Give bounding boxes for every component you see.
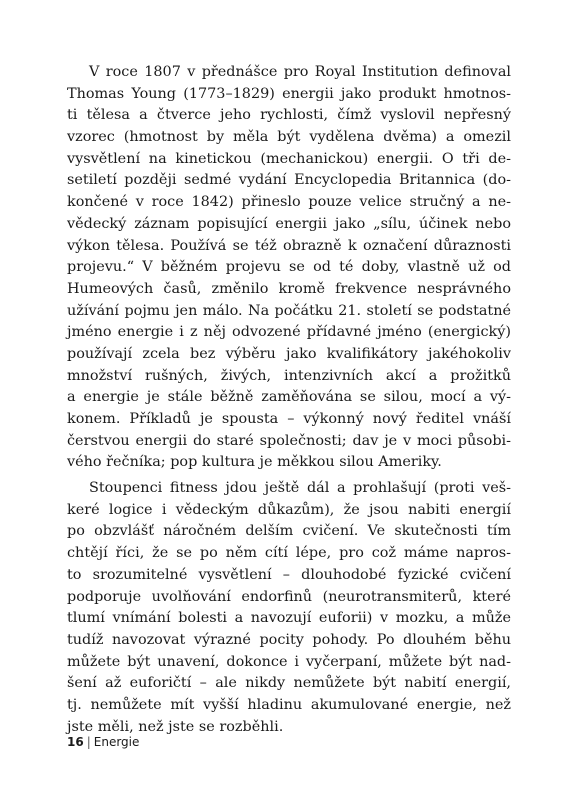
text-line: Humeových časů, změnilo kromě frekvence nesprávného <box>67 280 511 297</box>
text-line: chtějí říci, že se po něm cítí lépe, pro což máme napros- <box>67 545 511 562</box>
text-line: jste měli, než jste se rozběhli. <box>67 718 284 735</box>
text-line: můžete být unavení, dokonce i vyčerpaní, můžete být nad- <box>67 653 511 670</box>
text-line: šení až euforičtí – ale nikdy nemůžete být nabití energií, <box>67 675 511 692</box>
text-line: podporuje uvolňování endorfinů (neurotransmiterů, které <box>67 588 511 605</box>
text-line: Stoupenci fitness jdou ještě dál a prohlašují (proti veš- <box>89 480 511 497</box>
running-title: Energie <box>93 735 140 749</box>
text-line: množství rušných, živých, intenzivních akcí a prožitků <box>67 367 511 384</box>
body-text <box>67 62 511 738</box>
text-line: Thomas Young (1773–1829) energii jako produkt hmotnos- <box>67 85 511 102</box>
text-line: vzorec (hmotnost by měla být vydělena dvěma) a omezil <box>67 129 511 146</box>
text-line: setiletí později sedmé vydání Encyclopedia Britannica (do- <box>67 172 511 189</box>
text-line: a energie je stále běžně zaměňována se silou, mocí a vý- <box>67 389 511 406</box>
footer-separator: | <box>86 735 91 749</box>
text-line: konem. Příkladů je spousta – výkonný nový ředitel vnáší <box>67 411 511 427</box>
paragraph-1 <box>67 62 511 474</box>
page-footer <box>67 735 139 749</box>
text-line: tlumí vnímání bolesti a navozují euforii) v mozku, a může <box>67 610 511 627</box>
text-line: čerstvou energii do staré společnosti; dav je v moci působi- <box>67 432 511 449</box>
text-line: končené v roce 1842) přineslo pouze velice stručný a ne- <box>67 194 511 211</box>
paragraph-2 <box>67 478 511 738</box>
text-line: tj. nemůžete mít vyšší hladinu akumulované energie, než <box>67 696 511 713</box>
text-line: projevu.“ V běžném projevu se od té doby, vlastně už od <box>67 259 511 276</box>
text-line: po obzvlášť náročném delším cvičení. Ve skutečnosti tím <box>67 523 511 540</box>
text-line: ti tělesa a čtverce jeho rychlosti, čímž vyslovil nepřesný <box>67 107 511 124</box>
text-line: výkon tělesa. Používá se též obrazně k označení důraznosti <box>67 237 511 254</box>
text-line: jméno energie i z něj odvozené přídavné jméno (energický) <box>67 324 511 341</box>
text-line: používají zcela bez výběru jako kvalifikátory jakéhokoliv <box>67 345 511 362</box>
page-number: 16 <box>67 735 84 749</box>
text-line: užívání pojmu jen málo. Na počátku 21. století se podstatné <box>67 302 511 319</box>
text-line: to srozumitelné vysvětlení – dlouhodobé fyzické cvičení <box>67 566 511 583</box>
text-line: vysvětlení na kinetickou (mechanickou) energii. O tři de- <box>67 150 511 167</box>
text-line: vědecký záznam popisující energii jako „sílu, účinek nebo <box>67 215 511 232</box>
text-line: V roce 1807 v přednášce pro Royal Institution definoval <box>89 64 511 80</box>
text-line: vého řečníka; pop kultura je měkkou silou Ameriky. <box>67 454 442 471</box>
text-line: tudíž navozovat výrazné pocity pohody. Po dlouhém běhu <box>67 631 511 648</box>
text-line: keré logice i vědeckým důkazům), že jsou nabiti energií <box>67 501 511 518</box>
